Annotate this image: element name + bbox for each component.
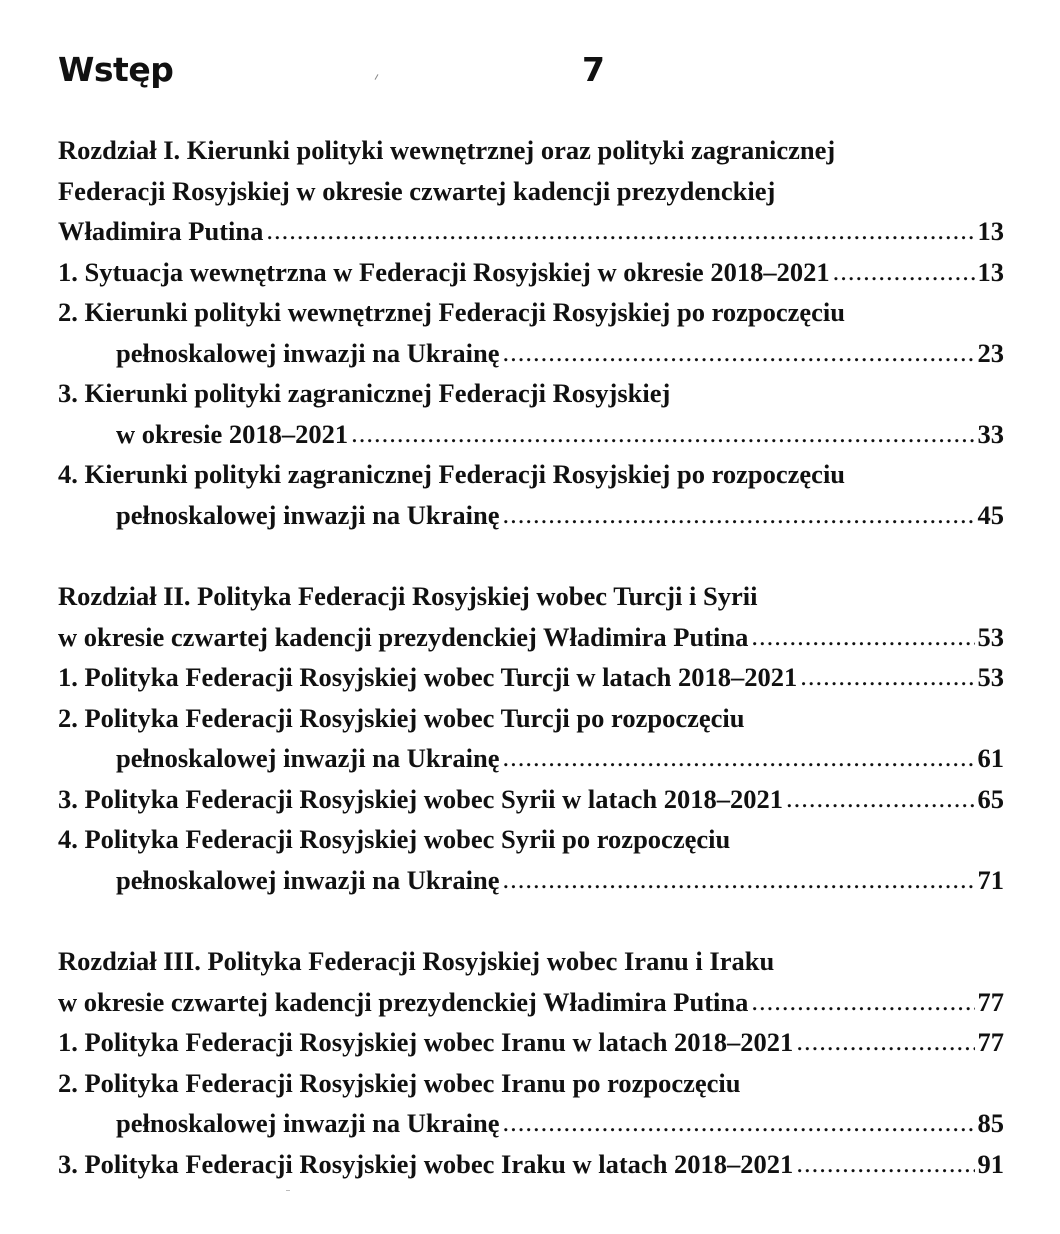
section-title-continuation: pełnoskalowej inwazji na Ukrainę [116, 499, 500, 530]
chapter-heading[interactable] [58, 941, 1004, 1022]
chapter-heading-line: Rozdział II. Polityka Federacji Rosyjskiej wobec Turcji i Syrii [58, 581, 758, 611]
dot-leader [786, 778, 975, 819]
section-entry[interactable] [58, 657, 1004, 698]
page-number: 53 [977, 621, 1004, 652]
chapter-heading[interactable] [58, 576, 1004, 657]
chapter-1 [58, 130, 1004, 535]
intro-entry[interactable] [58, 48, 618, 98]
intro-title: Wstęp [58, 50, 174, 89]
dot-leader [503, 494, 975, 535]
section-title: 2. Polityka Federacji Rosyjskiej wobec Iranu po rozpoczęciu [58, 1067, 741, 1098]
scan-speck [286, 1190, 290, 1191]
chapter-heading-line: Rozdział I. Kierunki polityki wewnętrznej oraz polityki zagranicznej [58, 135, 836, 165]
chapter-heading-line: Federacji Rosyjskiej w okresie czwartej kadencji prezydenckiej [58, 175, 776, 206]
dot-leader [796, 1021, 974, 1062]
section-title: 4. Polityka Federacji Rosyjskiej wobec Syrii po rozpoczęciu [58, 824, 731, 854]
intro-page-number: 7 [582, 50, 605, 89]
page-number: 45 [977, 499, 1004, 530]
page-number: 91 [977, 1148, 1004, 1179]
chapter-heading-line: w okresie czwartej kadencji prezydenckiej Władimira Putina [58, 621, 749, 652]
page-number: 53 [977, 662, 1004, 692]
dot-leader [503, 737, 975, 778]
dot-leader [796, 1143, 974, 1184]
section-title: 3. Polityka Federacji Rosyjskiej wobec Iraku w latach 2018–2021 [58, 1148, 794, 1179]
section-title-continuation: pełnoskalowej inwazji na Ukrainę [116, 743, 500, 773]
page-number: 71 [977, 864, 1004, 895]
chapter-2 [58, 576, 1004, 900]
dot-leader [751, 616, 974, 657]
page-number: 33 [977, 418, 1004, 449]
section-title: 2. Polityka Federacji Rosyjskiej wobec Turcji po rozpoczęciu [58, 702, 745, 733]
section-entry[interactable] [58, 454, 1004, 535]
section-entry[interactable] [58, 819, 1004, 900]
section-title-continuation: pełnoskalowej inwazji na Ukrainę [116, 864, 500, 895]
dot-leader [800, 656, 974, 697]
table-of-contents [58, 130, 1004, 1225]
section-title: 1. Polityka Federacji Rosyjskiej wobec Iranu w latach 2018–2021 [58, 1027, 794, 1057]
dot-leader [503, 1102, 975, 1143]
chapter-heading-line: Władimira Putina [58, 216, 264, 246]
page-number: 23 [977, 337, 1004, 368]
chapter-3 [58, 941, 1004, 1184]
section-title-continuation: pełnoskalowej inwazji na Ukrainę [116, 337, 500, 368]
chapter-heading-line: Rozdział III. Polityka Federacji Rosyjskiej wobec Iranu i Iraku [58, 946, 775, 976]
section-entry[interactable] [58, 1022, 1004, 1063]
dot-leader [503, 332, 975, 373]
section-title: 4. Kierunki polityki zagranicznej Federacji Rosyjskiej po rozpoczęciu [58, 459, 846, 489]
section-title: 3. Polityka Federacji Rosyjskiej wobec Syrii w latach 2018–2021 [58, 783, 783, 814]
section-title-continuation: pełnoskalowej inwazji na Ukrainę [116, 1108, 500, 1138]
section-title: 3. Kierunki polityki zagranicznej Federacji Rosyjskiej [58, 378, 671, 408]
section-entry[interactable] [58, 292, 1004, 373]
dot-leader [266, 210, 974, 251]
section-entry[interactable] [58, 1063, 1004, 1144]
page-number: 65 [977, 783, 1004, 814]
section-title: 2. Kierunki polityki wewnętrznej Federacji Rosyjskiej po rozpoczęciu [58, 297, 846, 327]
section-entry[interactable] [58, 779, 1004, 820]
page-number: 61 [977, 743, 1004, 773]
page-number: 77 [977, 986, 1004, 1017]
section-entry[interactable] [58, 252, 1004, 293]
section-title-continuation: w okresie 2018–2021 [116, 418, 349, 449]
chapter-heading-line: w okresie czwartej kadencji prezydenckiej Władimira Putina [58, 986, 749, 1017]
page-number: 13 [977, 216, 1004, 246]
section-title: 1. Polityka Federacji Rosyjskiej wobec Turcji w latach 2018–2021 [58, 662, 798, 692]
page-number: 13 [977, 256, 1004, 287]
dot-leader [351, 413, 974, 454]
dot-leader [503, 859, 975, 900]
dot-leader [751, 981, 974, 1022]
chapter-heading[interactable] [58, 130, 1004, 252]
section-entry[interactable] [58, 698, 1004, 779]
section-entry[interactable] [58, 1144, 1004, 1185]
section-entry[interactable] [58, 373, 1004, 454]
dot-leader [833, 251, 975, 292]
page-number: 85 [977, 1108, 1004, 1138]
page-number: 77 [977, 1027, 1004, 1057]
section-title: 1. Sytuacja wewnętrzna w Federacji Rosyjskiej w okresie 2018–2021 [58, 256, 830, 287]
